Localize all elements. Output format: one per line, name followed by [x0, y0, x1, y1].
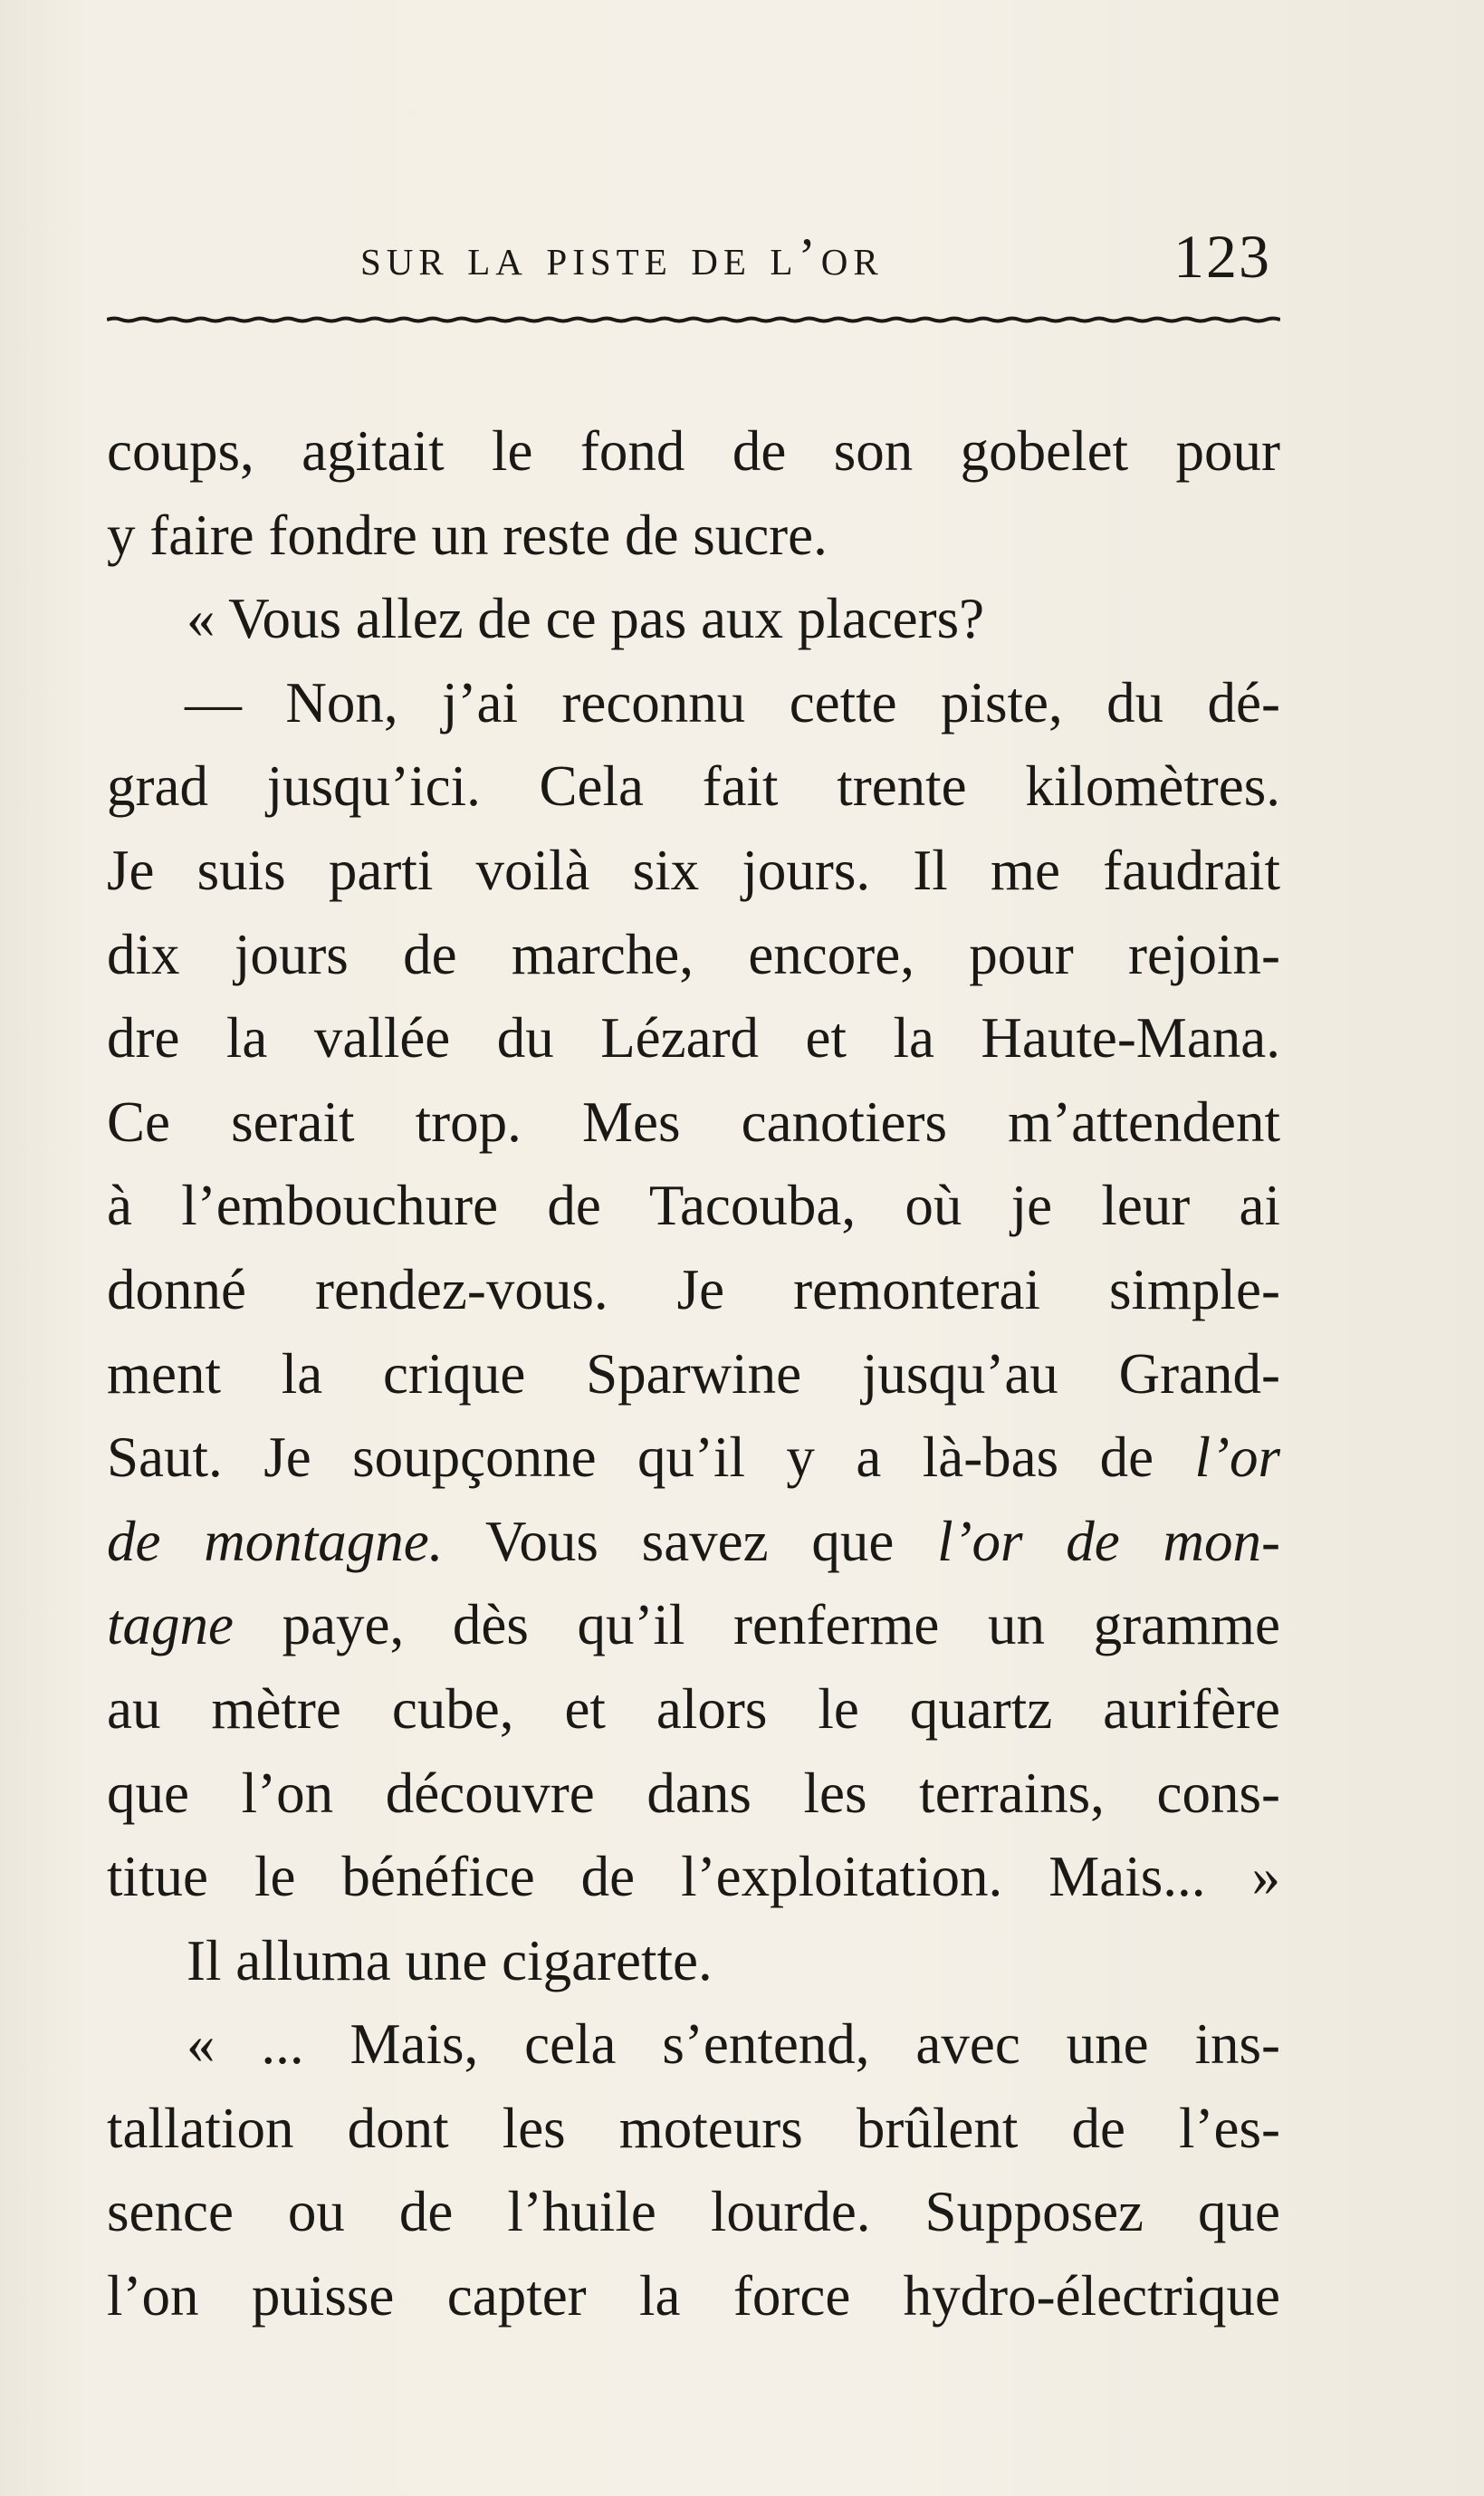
text-line — [107, 1500, 1280, 1584]
italic-term: tagne — [107, 1593, 234, 1657]
text-segment: Vous savez que — [443, 1509, 938, 1573]
text-line — [107, 1416, 1280, 1500]
text-line: « ... Mais, cela s’entend, avec une ins- — [187, 2012, 1280, 2077]
text-line: dre la vallée du Lézard et la Haute-Mana. — [107, 1006, 1280, 1070]
text-line: « Vous allez de ce pas aux placers? — [187, 587, 985, 651]
text-line: ment la crique Sparwine jusqu’au Grand- — [107, 1341, 1280, 1406]
text-line: donné rendez-vous. Je remonterai simple- — [107, 1257, 1280, 1321]
text-line: grad jusqu’ici. Cela fait trente kilomètres. — [107, 754, 1280, 819]
header-rule — [107, 315, 1280, 324]
body-text — [107, 409, 1280, 2338]
text-line: que l’on découvre dans les terrains, cons- — [107, 1761, 1280, 1825]
text-segment: Saut. Je soupçonne qu’il y a là-bas de — [107, 1426, 1195, 1490]
text-line: l’on puisse capter la force hydro-électrique — [107, 2264, 1280, 2328]
text-line: à l’embouchure de Tacouba, où je leur ai — [107, 1174, 1280, 1238]
italic-term: l’or de mon- — [937, 1509, 1280, 1573]
text-line: au mètre cube, et alors le quartz aurifère — [107, 1676, 1280, 1741]
italic-term: l’or — [1194, 1426, 1280, 1490]
text-line: Je suis parti voilà six jours. Il me faudrait — [107, 838, 1280, 902]
text-line: coups, agitait le fond de son gobelet pour — [107, 419, 1280, 483]
text-segment: paye, dès qu’il renferme un gramme — [233, 1593, 1280, 1657]
running-title: sur la piste de l’or — [360, 227, 884, 286]
text-line: titue le bénéfice de l’exploitation. Mais... » — [107, 1845, 1280, 1909]
text-line: Il alluma une cigarette. — [187, 1928, 713, 1992]
text-line: sence ou de l’huile lourde. Supposez que — [107, 2180, 1280, 2244]
running-head — [107, 222, 1280, 299]
text-line: y faire fondre un reste de sucre. — [107, 503, 828, 567]
italic-term: de montagne. — [107, 1509, 444, 1573]
text-line: tallation dont les moteurs brûlent de l’es- — [107, 2096, 1280, 2160]
text-line: — Non, j’ai reconnu cette piste, du dé- — [185, 670, 1280, 734]
page-number: 123 — [1173, 222, 1271, 291]
text-line — [107, 1583, 1280, 1667]
text-line: dix jours de marche, encore, pour rejoin- — [107, 922, 1280, 986]
text-line: Ce serait trop. Mes canotiers m’attendent — [107, 1090, 1280, 1154]
